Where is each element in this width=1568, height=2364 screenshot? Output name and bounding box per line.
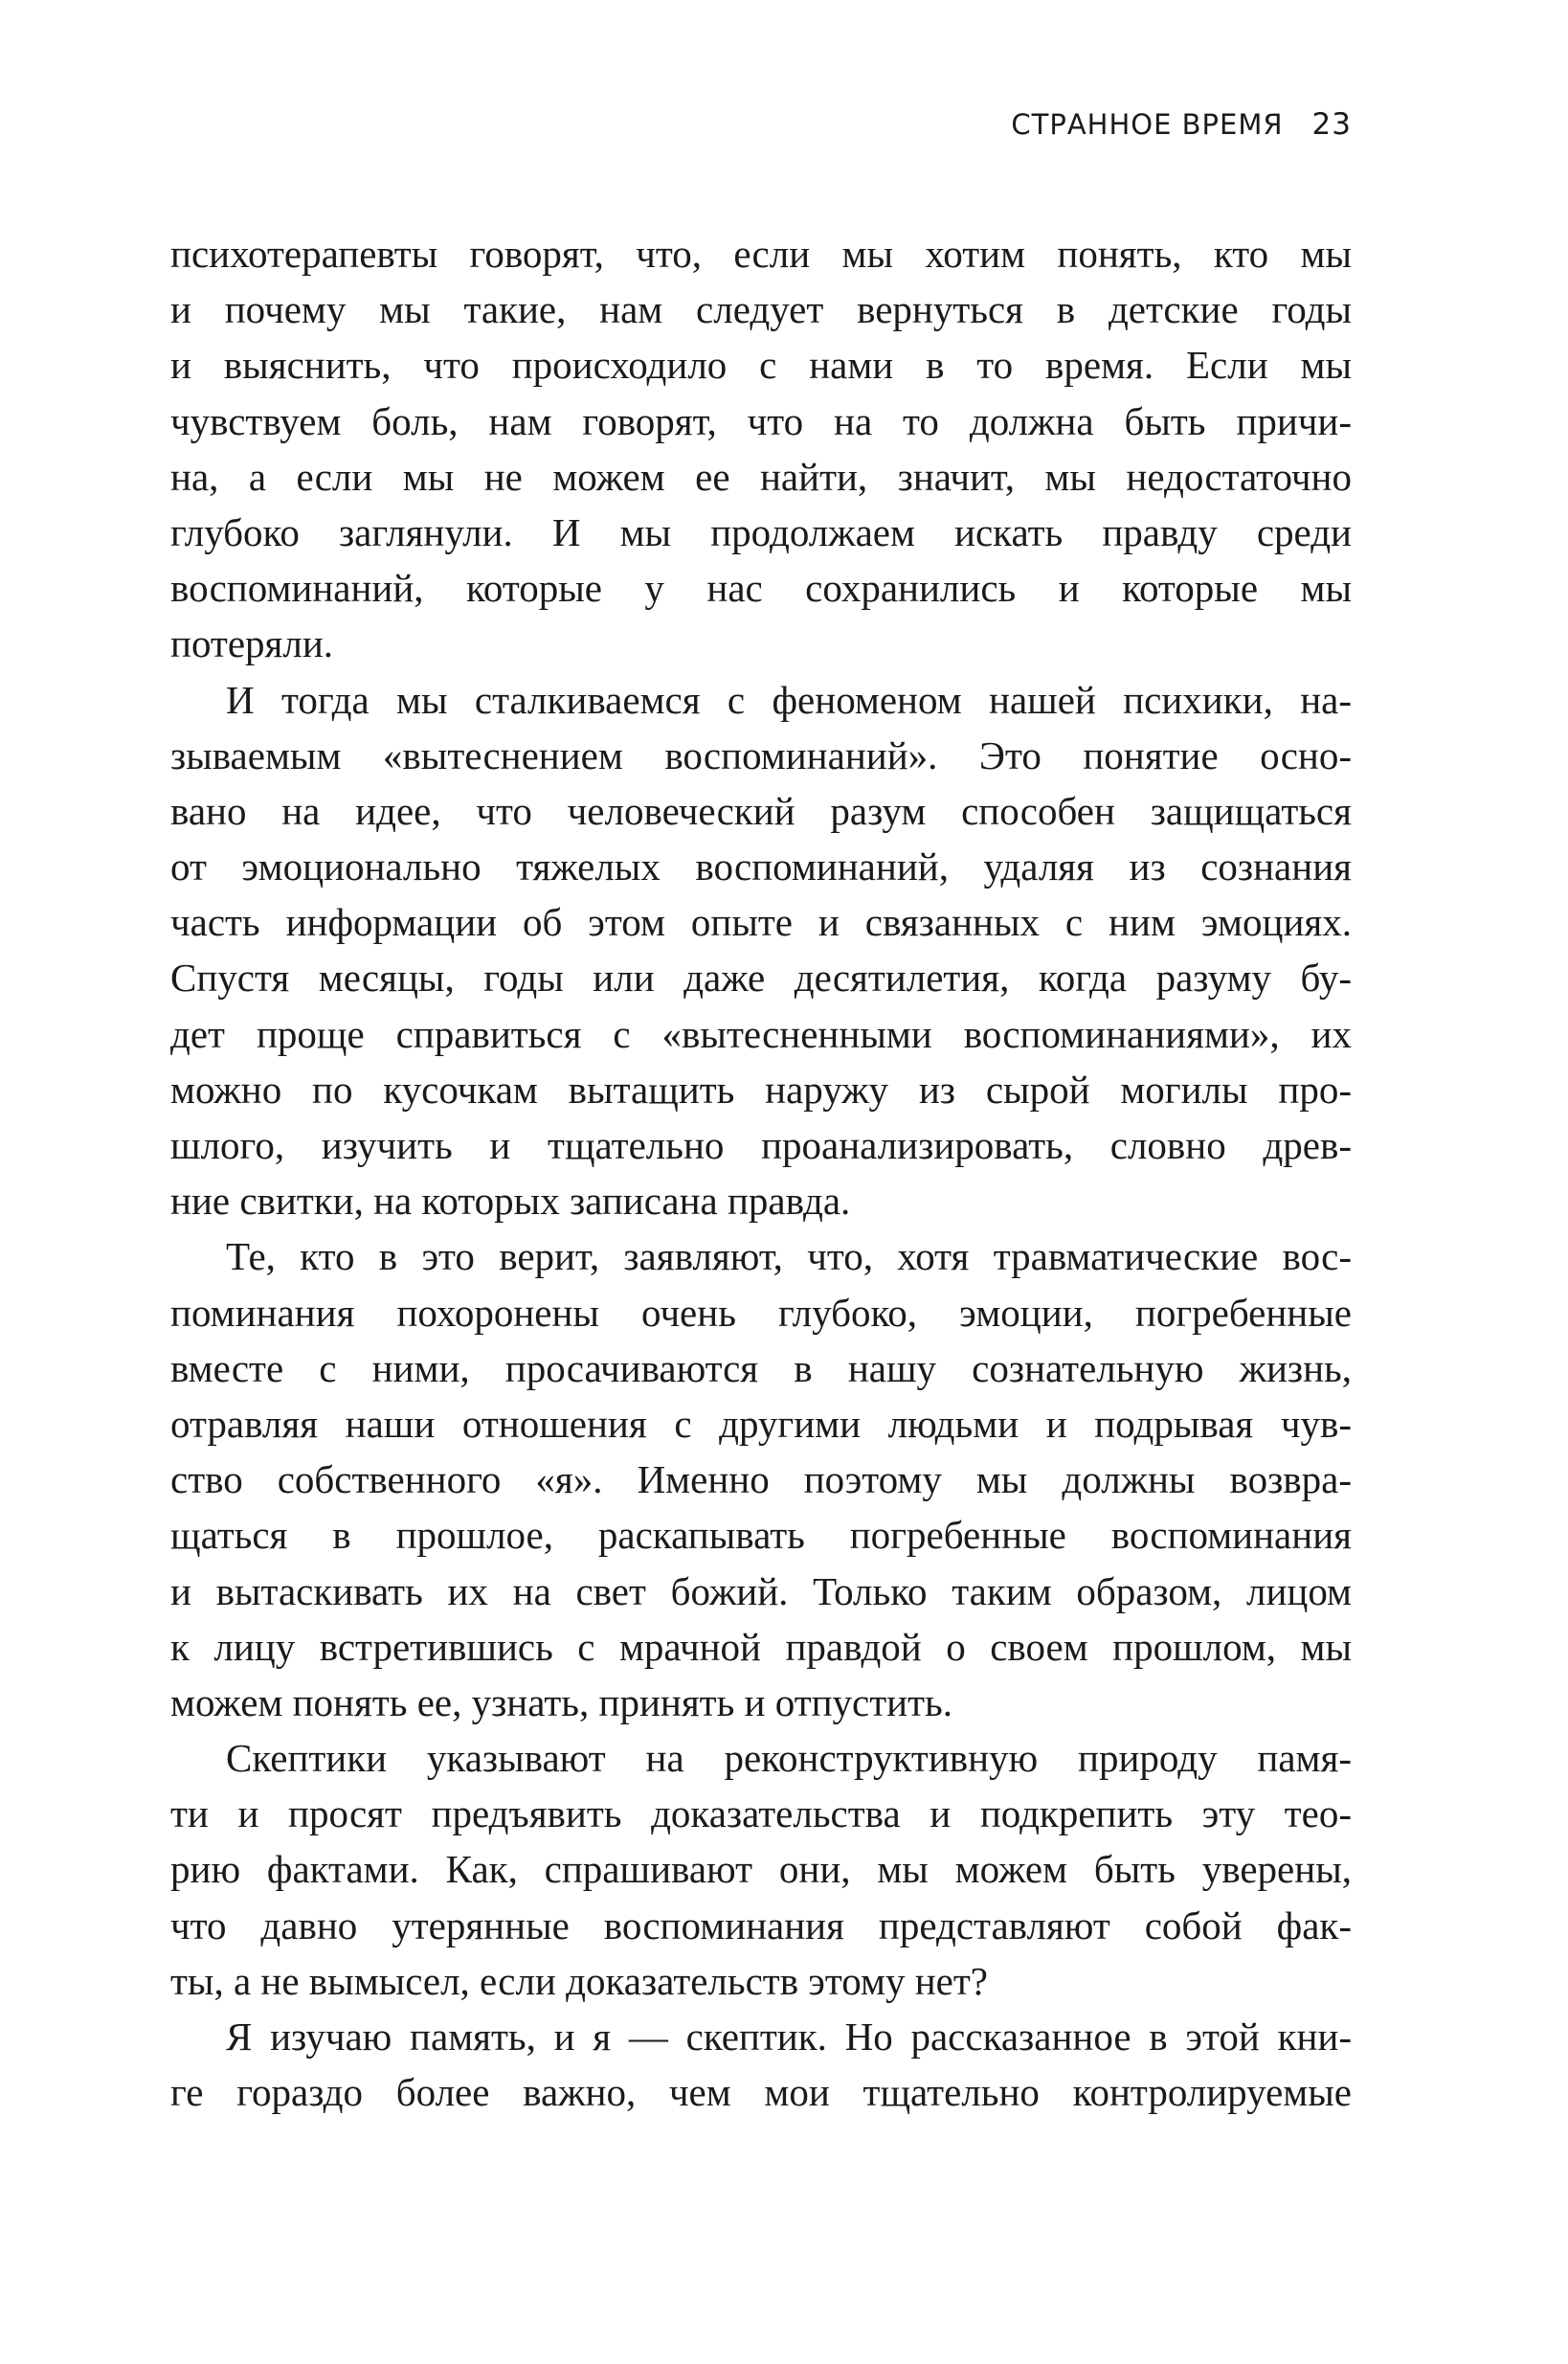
paragraph bbox=[170, 1228, 1352, 1730]
text-line: психотерапевты говорят, что, если мы хотим понять, кто мы bbox=[170, 232, 1352, 276]
text-line: потеряли. bbox=[170, 621, 334, 666]
chapter-title: СТРАННОЕ ВРЕМЯ bbox=[1011, 108, 1284, 141]
page-number: 23 bbox=[1311, 107, 1352, 142]
text-line: чувствуем боль, нам говорят, что на то должна быть причи- bbox=[170, 398, 1352, 443]
paragraph bbox=[170, 672, 1352, 1229]
text-line: вано на идее, что человеческий разум способен защищаться bbox=[170, 788, 1352, 833]
text-line: Я изучаю память, и я — скептик. Но рассказанное в этой кни- bbox=[226, 2015, 1352, 2059]
text-line: от эмоционально тяжелых воспоминаний, удаляя из сознания bbox=[170, 844, 1352, 889]
text-line: дет проще справиться с «вытесненными воспоминаниями», их bbox=[170, 1011, 1352, 1056]
text-line: к лицу встретившись с мрачной правдой о своем прошлом, мы bbox=[170, 1624, 1352, 1669]
text-line: ти и просят предъявить доказательства и подкрепить эту тео- bbox=[170, 1791, 1352, 1836]
text-line: воспоминаний, которые у нас сохранились и которые мы bbox=[170, 566, 1352, 611]
text-line: ство собственного «я». Именно поэтому мы должны возвра- bbox=[170, 1457, 1352, 1502]
page-body-text bbox=[170, 226, 1352, 2120]
text-line: на, а если мы не можем ее найти, значит, мы недостаточно bbox=[170, 454, 1352, 499]
text-line: отравляя наши отношения с другими людьми и подрывая чув- bbox=[170, 1401, 1352, 1446]
text-line: поминания похоронены очень глубоко, эмоции, погребенные bbox=[170, 1290, 1352, 1335]
text-line: можем понять ее, узнать, принять и отпустить. bbox=[170, 1679, 952, 1724]
text-line: и почему мы такие, нам следует вернуться в детские годы bbox=[170, 287, 1352, 332]
text-line: и вытаскивать их на свет божий. Только таким образом, лицом bbox=[170, 1568, 1352, 1613]
running-header bbox=[1011, 107, 1352, 142]
text-line: ние свитки, на которых записана правда. bbox=[170, 1179, 851, 1224]
text-line: глубоко заглянули. И мы продолжаем искать правду среди bbox=[170, 509, 1352, 554]
text-line: ге гораздо более важно, чем мои тщательно контролируемые bbox=[170, 2070, 1352, 2115]
text-line: Те, кто в это верит, заявляют, что, хотя травматические вос- bbox=[226, 1234, 1352, 1279]
paragraph bbox=[170, 2009, 1352, 2120]
text-line: шлого, изучить и тщательно проанализировать, словно древ- bbox=[170, 1123, 1352, 1167]
text-line: часть информации об этом опыте и связанных с ним эмоциях. bbox=[170, 900, 1352, 945]
text-line: ты, а не вымысел, если доказательств этому нет? bbox=[170, 1958, 988, 2003]
text-line: Спустя месяцы, годы или даже десятилетия, когда разуму бу- bbox=[170, 956, 1352, 1001]
text-line: зываемым «вытеснением воспоминаний». Это понятие осно- bbox=[170, 732, 1352, 777]
paragraph bbox=[170, 1730, 1352, 2009]
text-line: что давно утерянные воспоминания представляют собой фак- bbox=[170, 1902, 1352, 1947]
text-line: рию фактами. Как, спрашивают они, мы можем быть уверены, bbox=[170, 1847, 1352, 1892]
text-line: И тогда мы сталкиваемся с феноменом нашей психики, на- bbox=[226, 677, 1352, 722]
paragraph bbox=[170, 226, 1352, 672]
text-line: вместе с ними, просачиваются в нашу сознательную жизнь, bbox=[170, 1345, 1352, 1390]
text-line: можно по кусочкам вытащить наружу из сырой могилы про- bbox=[170, 1067, 1352, 1112]
text-line: Скептики указывают на реконструктивную природу памя- bbox=[226, 1736, 1352, 1781]
text-line: и выяснить, что происходило с нами в то время. Если мы bbox=[170, 343, 1352, 388]
text-line: щаться в прошлое, раскапывать погребенные воспоминания bbox=[170, 1513, 1352, 1558]
